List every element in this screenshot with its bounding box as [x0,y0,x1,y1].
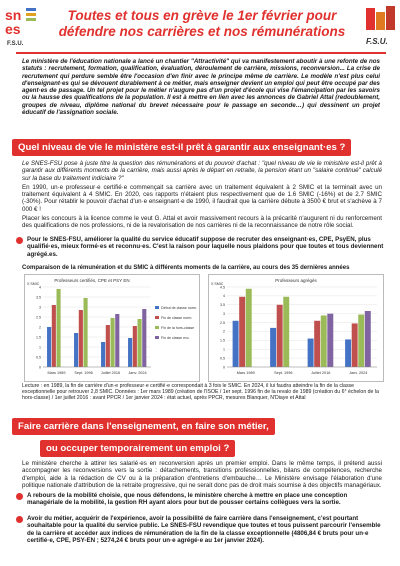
y-tick-label: 4 [223,294,225,299]
bar [308,339,314,367]
bar [142,309,146,367]
title-divider [16,52,386,54]
section1-banner: Quel niveau de vie le ministère est-il prêt à garantir aux enseignant·es ? [12,139,351,156]
chart-certifies-svg [25,275,199,381]
bar [365,311,371,367]
section2-banner-1: Faire carrière dans l'enseignement, en faire son métier, [12,418,275,435]
y-tick-label: 1.5 [220,338,225,343]
y-tick-label: 3 [223,311,225,316]
y-tick-label: 3 [39,305,41,310]
x-tick-label: Mars 1989 [236,371,255,375]
bar [79,310,83,367]
y-axis-label: X SMIC [211,282,224,286]
legend-label: Fin de classe exc. [161,336,190,340]
y-tick-label: 2.5 [220,320,225,325]
bar [345,339,351,367]
section1-text [22,160,382,232]
legend-swatch [155,306,159,309]
y-tick-label: 1.5 [36,335,41,340]
bar [138,319,142,367]
page-title [44,8,360,40]
y-axis-label: X SMIC [27,282,40,286]
bar [133,326,137,367]
section1-paragraph-3: Placer les concours à la licence comme le veut G. Attal et avoir massivement recours à la précarité n'augurent ni du renforcement des qualifications de nos professions, ni de la revalorisation de nos carrières ni de la reconnaissance de notre rôle social. [22,215,382,230]
legend-label: Début de classe norm. [161,306,197,310]
x-tick-label: Juillet 2016 [311,371,331,375]
svg-text:F.S.U.: F.S.U. [366,37,388,46]
bar [101,342,105,367]
y-tick-label: 4 [39,285,41,290]
legend-label: Fin de classe norm. [161,316,193,320]
section2-bullet-2 [16,515,384,544]
y-tick-label: 2.5 [36,315,41,320]
section2-bullet-1 [16,492,384,507]
y-tick-label: 3.5 [220,303,225,308]
x-tick-label: Sept. 1996 [274,371,293,375]
bar [239,297,245,367]
section1-paragraph-2: En 1990, un·e professeur·e certifié·e commençait sa carrière avec un traitement équivalent à 2 SMIC et la terminait avec un traitement équivalent à 4 SMIC. En 2020, ces rapports n'étaient plus respectivement que de 1.6 SMIC (-16%) et de 2.7 SMIC (-30%). Pour rétablir le pouvoir d'achat d'un·e enseignant·e de 1990, il faudrait que la carrière débute à 3500 € brut et s'achève à 7 000 € ! [22,183,382,213]
section2-paragraph-1: Le ministère cherche à attirer les salarié·es en reconversion après un premier emploi. Dans le même temps, il prétend aussi accompagner les reconversions vers la sortie : détachements, transitions professionnelles, bilans de compétences, recherche d'emploi, aide à la rédaction de CV ou à la préparation d'entretiens d'embauche… Le Ministère envisage l'élaboration d'une politique nationale d'attribution de la retraite progressive, qui ne serait donc pas de droit mais soumise à des objectifs managériaux. [22,460,382,489]
y-tick-label: 0.5 [220,356,225,361]
chart-title: Professeurs certifiés, CPE et PSY EN [54,278,130,283]
bar [314,321,320,367]
bar [47,327,51,367]
section1-paragraph-1: Le SNES-FSU pose à juste titre la question des rémunérations et du pouvoir d'achat : "quel niveau de vie le ministère est-il prêt à garantir aux différents moments de la carrière, mais aussi après le départ en retraite, la pension étant un "salaire continué" calculé sur la base du traitement indiciaire ?" [22,160,382,182]
section2-text [22,460,382,491]
bullet-dot-icon [16,516,23,523]
bar [358,315,364,367]
svg-text:F.S.U.: F.S.U. [7,41,24,47]
y-tick-label: 0.5 [36,355,41,360]
bar [84,298,88,367]
bar [57,289,61,367]
bar [327,314,333,367]
y-tick-label: 0 [223,365,225,370]
y-tick-label: 4.5 [220,285,225,290]
bar [52,305,56,367]
section1-bullet-text: Pour le SNES-FSU, améliorer la qualité du service éducatif suppose de recruter des enseignant·es, CPE, PsyEN, plus qualifié·es, mieux formé·es et reconnu·es. C'est la raison pour laquelle nous plaidons pour que toutes et tous deviennent agrégé.es. [27,236,384,258]
chart-agreges [208,274,384,382]
x-tick-label: Mars 1989 [47,371,66,375]
bar [111,318,115,367]
legend-label: Fin de la hors-classe [161,326,195,330]
y-tick-label: 3.5 [36,295,41,300]
fsu-logo [364,6,396,50]
x-tick-label: Sept. 1996 [74,371,93,375]
bullet-dot-icon [16,237,23,244]
section2-bullet-2-text: Avoir du métier, acquérir de l'expérience, avoir la possibilité de faire carrière dans l'enseignement, c'est pourtant souhaitable pour la qualité du service public. Le SNES-FSU revendique que toutes et tous puissent parcourir l'ensemble de la carrière et accéder aux indices de rémunération de la fin de la classe exceptionnelle (4806,84 € bruts pour un·e certifié·e, CPE, PSY-EN ; 5274,24 € bruts pour un·e agrégé·e au 1er janvier 2024). [27,515,381,544]
bar [128,338,132,367]
chart-heading: Comparaison de la rémunération et du SMIC à différents moments de la carrière, au cours des 35 dernières années [22,265,350,271]
section2-bullet-1-text: A rebours de la mobilité choisie, que nous défendons, le ministère cherche à mettre en place une conception managériale de la mobilité, la gestion RH ayant alors pour but de pousser certains collègues vers la sortie. [27,492,348,507]
bar [321,315,327,367]
y-tick-label: 2 [39,325,41,330]
chart-certifies [24,274,200,382]
x-tick-label: Juillet 2016 [100,371,121,375]
bar [270,328,276,367]
legend-swatch [155,326,159,329]
title-line-2: défendre nos carrières et nos rémunérations [58,24,346,39]
chart-title: Professeurs agrégés [275,278,317,283]
svg-text:sn: sn [5,7,22,23]
bar [74,333,78,367]
bar [115,314,119,367]
bar [283,297,289,367]
section2-banner-2: ou occuper temporairement un emploi ? [40,440,235,457]
bar [246,289,252,367]
bar [352,323,358,367]
svg-text:es: es [5,21,21,37]
y-tick-label: 1 [223,347,225,352]
x-tick-label: Janv. 2024 [349,371,368,375]
y-tick-label: 0 [39,365,41,370]
y-tick-label: 1 [39,345,41,350]
bullet-dot-icon [16,493,23,500]
section1-bullet [16,236,384,258]
legend-swatch [155,336,159,339]
x-tick-label: Janv. 2024 [128,371,147,375]
title-line-1: Toutes et tous en grève le 1er février pour [67,8,337,23]
bar [277,305,283,367]
y-tick-label: 2 [223,329,225,334]
intro-paragraph: Le ministère de l'éducation nationale a lancé un chantier "Attractivité" qui va manifestement aboutir à une refonte de nos statuts : recrutement, formation, qualification, évaluation, déroulement de carrière, missions, reconversion... La crise de recrutement qui perdure semble être l'occasion d'en finir avec le principe même de carrière. Le modèle n'est plus celui d'enseignant·es qui se dévouent durablement à ce métier, mais enseigner devient un emploi qui peut être occupé par des agent·es de passage. Un tel projet pour le métier n'augure pas d'un projet d'école qui vise l'émancipation par les savoirs ou la hausse des qualifications de la population. Il est à mettre en lien avec les annonces de Gabriel Attal (redoublement, groupes de niveau, diplôme national du brevet nécessaire pour le passage en seconde…) qui dessinent un projet éducatif de l'assignation sociale. [22,58,380,117]
header [0,0,400,52]
legend-swatch [155,316,159,319]
chart-agreges-svg [209,275,383,381]
bar [106,325,110,367]
snes-logo [4,4,38,48]
bar [233,321,239,367]
chart-reading-note: Lecture : en 1989, la fin de carrière d'un·e professeur·e certifié·e correspondait à 3 fois le SMIC. En 2024, il lui faudra atteindre la fin de la classe exceptionnelle pour retrouver 2,8 SMIC. Données : 1er mars 1989 (création de l'ISOE / 1er sept. 1996 fin de la revalo de 1989 (création du 6° échelon de la hors-classe) / 1er juillet 2016 : avant PPCR / 1er janvier 2024 : état actuel, après PPCR, mesures Blanquer, N'Diaye et Attal [22,383,379,402]
